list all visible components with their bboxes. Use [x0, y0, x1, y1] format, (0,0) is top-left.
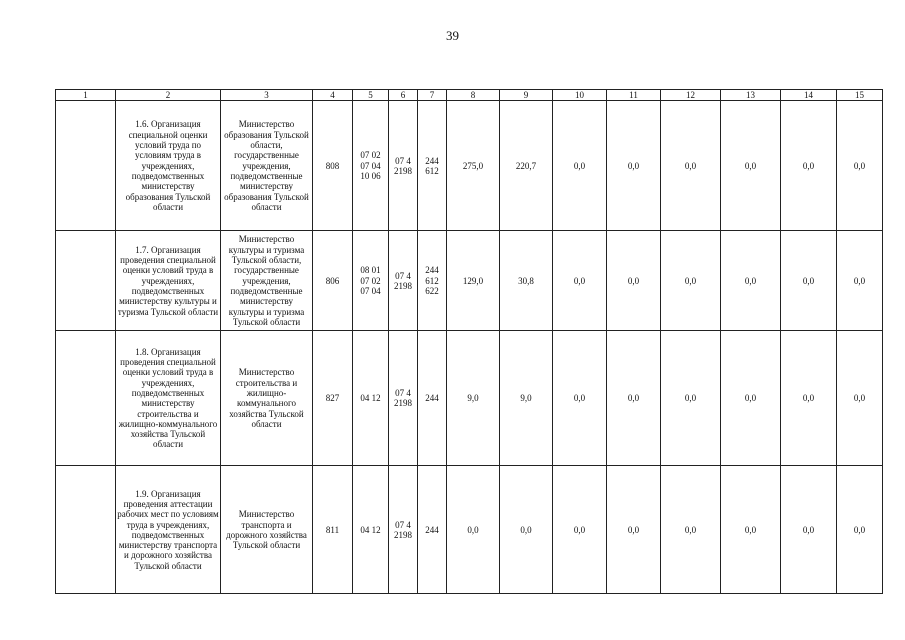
row-number-cell	[56, 231, 116, 331]
vr-code: 244	[425, 265, 439, 276]
value-cell-10: 0,0	[553, 101, 607, 231]
rzpr-code: 04 12	[360, 524, 381, 535]
column-header: 1	[56, 90, 116, 101]
column-header: 4	[313, 90, 353, 101]
vr-cell	[418, 101, 447, 231]
csr-code: 2198	[394, 529, 412, 540]
value-cell-8: 129,0	[447, 231, 500, 331]
table-row	[56, 101, 883, 231]
vr-cell	[418, 231, 447, 331]
page-number: 39	[446, 28, 459, 43]
vr-code: 612	[425, 275, 439, 286]
column-header: 7	[418, 90, 447, 101]
column-header: 5	[353, 90, 389, 101]
csr-code: 07 4	[395, 270, 411, 281]
value-cell-10: 0,0	[553, 231, 607, 331]
value-cell-11: 0,0	[607, 231, 661, 331]
vr-code: 612	[425, 165, 439, 176]
column-header: 6	[389, 90, 418, 101]
value-cell-12: 0,0	[661, 331, 721, 466]
csr-code: 07 4	[395, 388, 411, 398]
row-number-cell	[56, 331, 116, 466]
rzpr-cell	[353, 331, 389, 466]
executor-cell: Министерство образования Тульской области, государственные учреждения, подведомственные министерству образования Тульской области	[221, 101, 313, 231]
activity-name-cell: 1.8. Организация проведения специальной оценки условий труда в учреждениях, подведомственных министерству строительства и жилищно-коммунального хозяйства Тульской области	[116, 331, 221, 466]
rzpr-cell	[353, 231, 389, 331]
row-number-cell	[56, 466, 116, 594]
value-cell-9: 220,7	[500, 101, 553, 231]
column-header: 14	[781, 90, 837, 101]
column-header: 13	[721, 90, 781, 101]
value-cell-10: 0,0	[553, 331, 607, 466]
csr-code: 2198	[394, 165, 412, 176]
value-cell-14: 0,0	[781, 231, 837, 331]
csr-cell	[389, 231, 418, 331]
value-cell-11: 0,0	[607, 101, 661, 231]
value-cell-13: 0,0	[721, 331, 781, 466]
table-row	[56, 231, 883, 331]
value-cell-10: 0,0	[553, 466, 607, 594]
executor-cell: Министерство строительства и жилищно-коммунального хозяйства Тульской области	[221, 331, 313, 466]
value-cell-13: 0,0	[721, 466, 781, 594]
column-header: 10	[553, 90, 607, 101]
value-cell-9: 30,8	[500, 231, 553, 331]
activity-name-cell: 1.6. Организация специальной оценки условий труда по условиям труда в учреждениях, подведомственных министерству образования Тульской области	[116, 101, 221, 231]
column-header: 9	[500, 90, 553, 101]
vr-cell	[418, 466, 447, 594]
rzpr-cell	[353, 101, 389, 231]
value-cell-9: 0,0	[500, 466, 553, 594]
value-cell-9: 9,0	[500, 331, 553, 466]
csr-code: 2198	[394, 280, 412, 291]
value-cell-14: 0,0	[781, 101, 837, 231]
csr-code: 07 4	[395, 519, 411, 530]
value-cell-15: 0,0	[837, 466, 883, 594]
vr-code: 622	[425, 285, 439, 296]
executor-cell: Министерство транспорта и дорожного хозяйства Тульской области	[221, 466, 313, 594]
activity-name-cell: 1.9. Организация проведения аттестации рабочих мест по условиям труда в учреждениях, подведомственных министерству транспорта и дорожного хозяйства Тульской области	[116, 466, 221, 594]
grbs-cell: 806	[313, 231, 353, 331]
rzpr-code: 07 04	[360, 160, 381, 171]
value-cell-15: 0,0	[837, 231, 883, 331]
header-row	[56, 90, 883, 101]
table-row	[56, 466, 883, 594]
value-cell-12: 0,0	[661, 466, 721, 594]
column-header: 2	[116, 90, 221, 101]
vr-code: 244	[425, 155, 439, 166]
value-cell-8: 0,0	[447, 466, 500, 594]
value-cell-8: 9,0	[447, 331, 500, 466]
vr-cell	[418, 331, 447, 466]
row-number-cell	[56, 101, 116, 231]
vr-code: 244	[425, 393, 439, 404]
value-cell-13: 0,0	[721, 101, 781, 231]
grbs-cell: 808	[313, 101, 353, 231]
value-cell-8: 275,0	[447, 101, 500, 231]
grbs-cell: 811	[313, 466, 353, 594]
value-cell-12: 0,0	[661, 101, 721, 231]
value-cell-14: 0,0	[781, 466, 837, 594]
value-cell-11: 0,0	[607, 466, 661, 594]
value-cell-15: 0,0	[837, 101, 883, 231]
rzpr-code: 07 02	[360, 275, 381, 286]
activity-name-cell: 1.7. Организация проведения специальной оценки условий труда в учреждениях, подведомственных министерству культуры и туризма Тульской области	[116, 231, 221, 331]
column-header: 8	[447, 90, 500, 101]
table-row	[56, 331, 883, 466]
rzpr-code: 08 01	[360, 265, 381, 276]
budget-table	[55, 89, 883, 594]
csr-code: 2198	[394, 398, 412, 409]
grbs-cell: 827	[313, 331, 353, 466]
executor-cell: Министерство культуры и туризма Тульской области, государственные учреждения, подведомственные министерству культуры и туризма Тульской области	[221, 231, 313, 331]
rzpr-code: 07 04	[360, 285, 381, 296]
csr-cell	[389, 101, 418, 231]
csr-cell	[389, 466, 418, 594]
value-cell-13: 0,0	[721, 231, 781, 331]
value-cell-11: 0,0	[607, 331, 661, 466]
rzpr-code: 04 12	[360, 393, 381, 404]
column-header: 15	[837, 90, 883, 101]
rzpr-code: 10 06	[360, 170, 381, 181]
csr-code: 07 4	[395, 155, 411, 166]
value-cell-15: 0,0	[837, 331, 883, 466]
rzpr-cell	[353, 466, 389, 594]
column-header: 3	[221, 90, 313, 101]
value-cell-14: 0,0	[781, 331, 837, 466]
value-cell-12: 0,0	[661, 231, 721, 331]
rzpr-code: 07 02	[360, 150, 381, 161]
column-header: 12	[661, 90, 721, 101]
vr-code: 244	[425, 524, 439, 535]
column-header: 11	[607, 90, 661, 101]
csr-cell	[389, 331, 418, 466]
